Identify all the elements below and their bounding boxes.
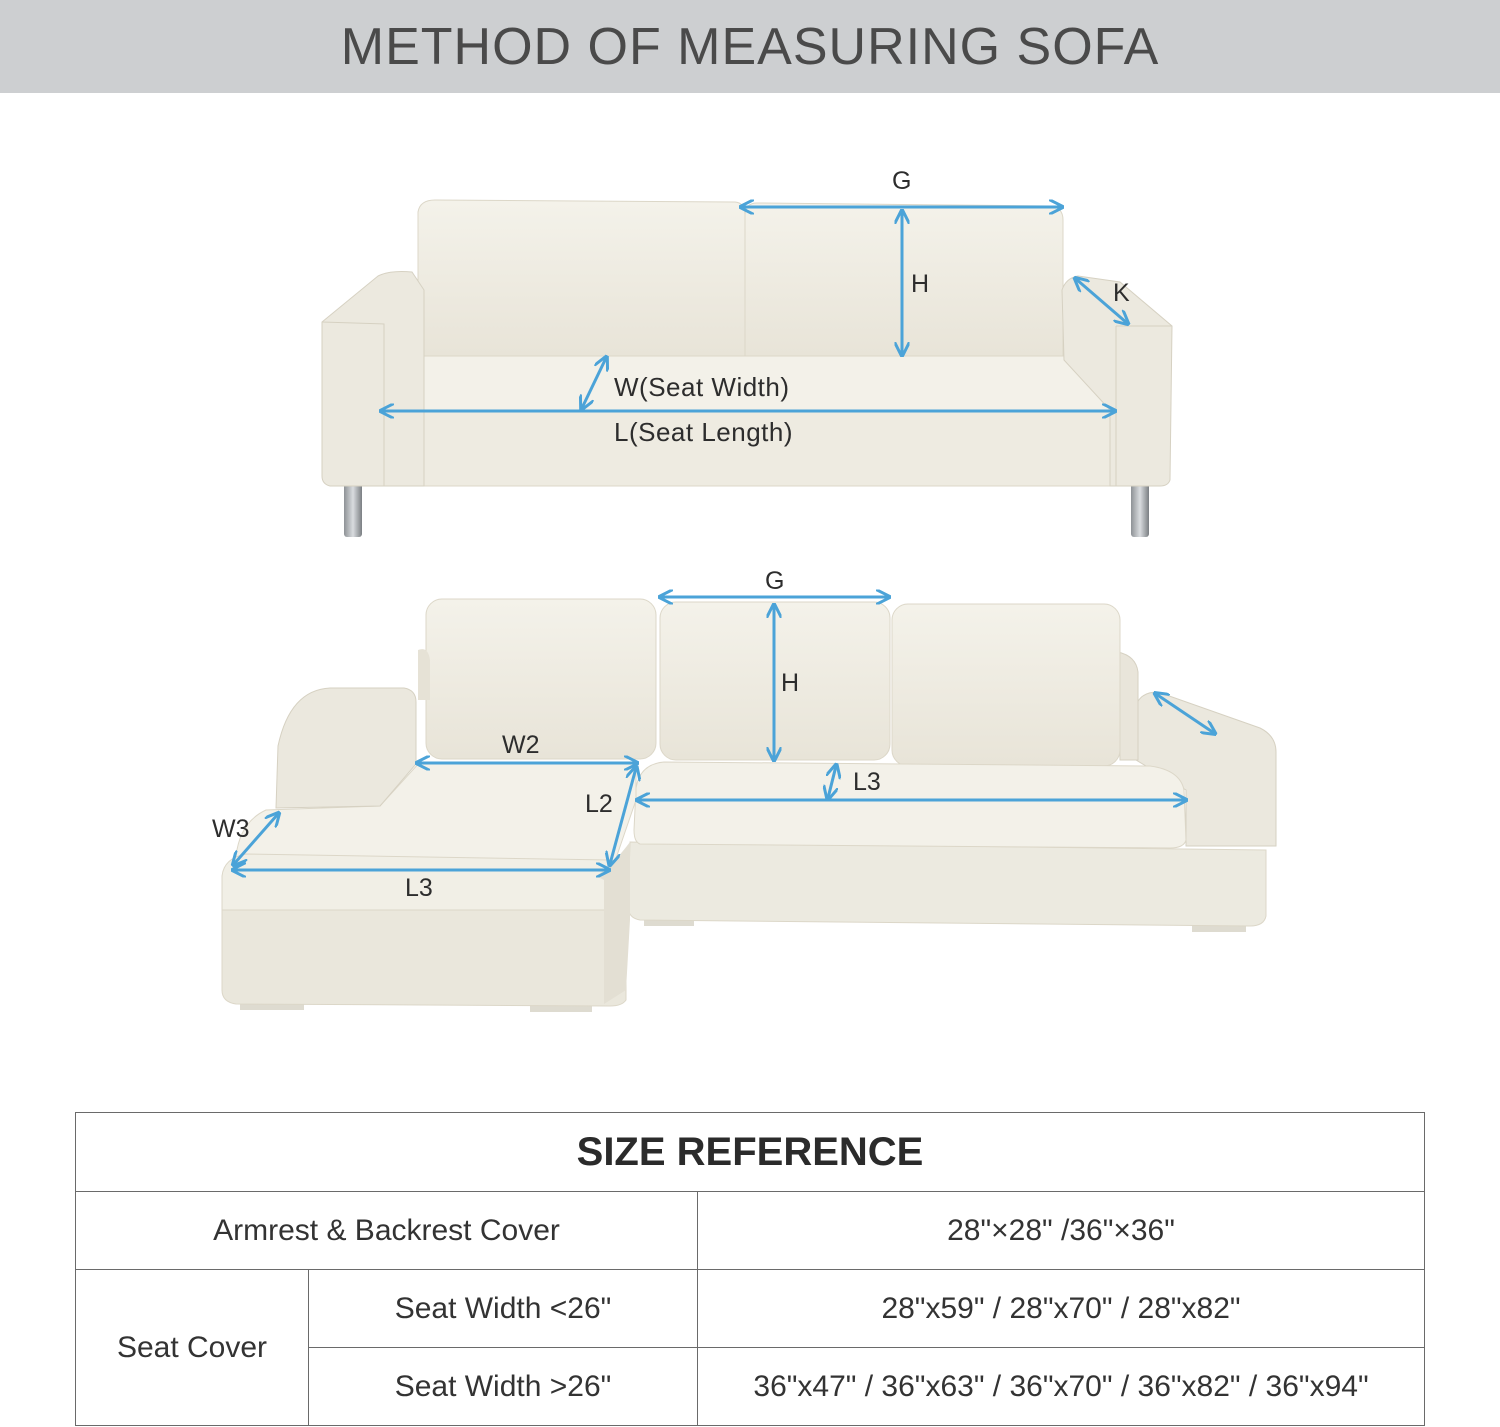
label-l3-right: L3 [853, 768, 881, 796]
label-l3-left: L3 [405, 874, 433, 902]
label-h2: H [781, 669, 800, 697]
label-seat-width: W(Seat Width) [614, 372, 790, 402]
sectional-seat-right [634, 762, 1186, 848]
page-title: METHOD OF MEASURING SOFA [340, 17, 1160, 76]
label-w3: W3 [212, 815, 250, 843]
label-seat-length: L(Seat Length) [614, 417, 794, 447]
back-cushion-1 [426, 599, 656, 759]
label-g2: G [765, 567, 785, 595]
label-w2: W2 [502, 731, 540, 759]
sectional-sofa [212, 567, 1276, 1012]
backrest-cushion-left [418, 200, 745, 357]
row-value-seat-width-large: 36"x47" / 36"x63" / 36"x70" / 36"x82" / 36"x94" [698, 1348, 1425, 1426]
size-reference-table [75, 1112, 1425, 1426]
straight-sofa [322, 167, 1172, 537]
row-value-seat-width-small: 28"x59" / 28"x70" / 28"x82" [698, 1270, 1425, 1348]
row-label-seat-width-large: Seat Width >26" [309, 1348, 698, 1426]
row-label-seat-width-small: Seat Width <26" [309, 1270, 698, 1348]
label-k: K [1113, 279, 1130, 307]
backrest-cushion-right [745, 203, 1063, 357]
table-title: SIZE REFERENCE [76, 1113, 1425, 1192]
sofa-measurement-diagram [0, 93, 1500, 1093]
sofa-leg [1131, 482, 1149, 537]
label-g: G [892, 167, 912, 195]
header-banner [0, 0, 1500, 93]
back-cushion-3 [892, 604, 1120, 766]
label-l2: L2 [585, 790, 613, 818]
row-label-armrest-backrest: Armrest & Backrest Cover [76, 1192, 698, 1270]
armrest-left [322, 272, 424, 487]
row-group-seat-cover: Seat Cover [76, 1270, 309, 1426]
label-h: H [911, 270, 930, 298]
sectional-base [628, 842, 1266, 926]
sofa-leg [344, 482, 362, 537]
row-value-armrest-backrest: 28"×28" /36"×36" [698, 1192, 1425, 1270]
